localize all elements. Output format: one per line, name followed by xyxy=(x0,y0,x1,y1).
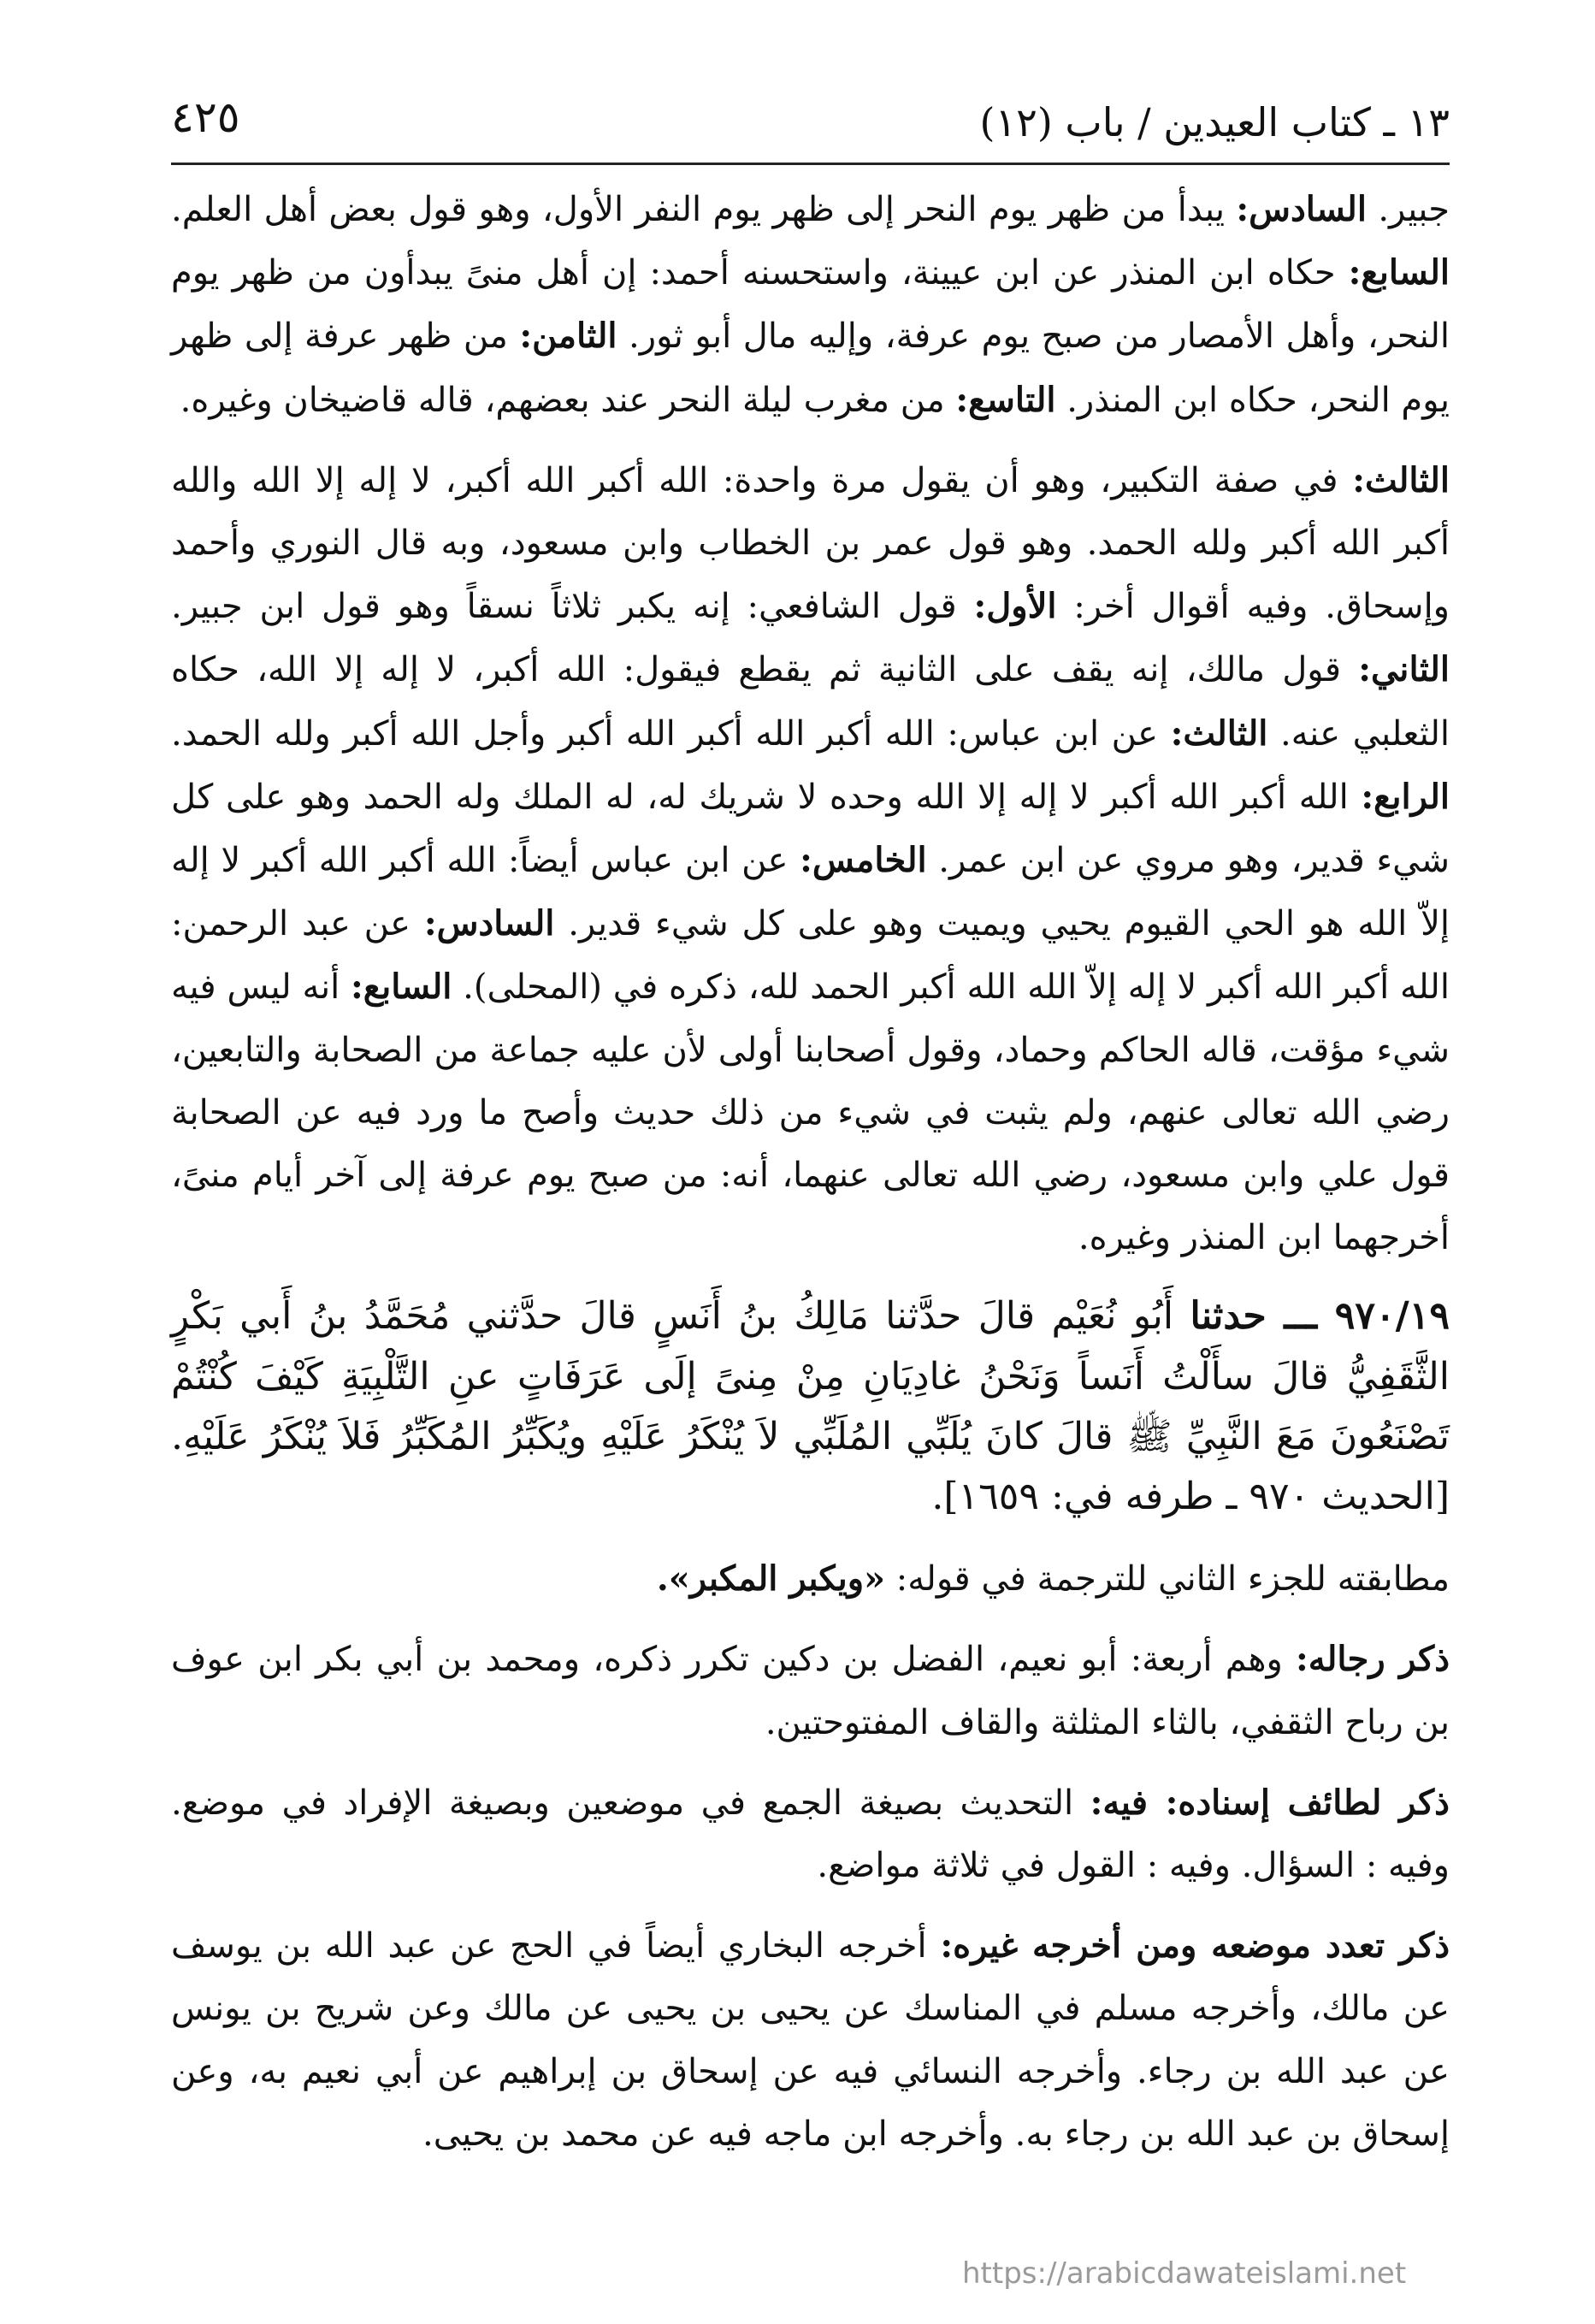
body-text: في صفة التكبير، وهو أن يقول مرة واحدة: الله أكبر الله أكبر، لا إله إلا الله والله أكبر الله أكبر ولله الحمد. وهو قول عمر بن الخطاب وابن مسعود، وبه قال النوري وأحمد وإسحاق. وفيه أقوال أخر: xyxy=(171,460,1450,627)
bold-heading-text: ٩٧٠/١٩ ـــ حدثنا xyxy=(1190,1294,1450,1339)
paragraph-commentary-1 xyxy=(171,178,1450,432)
bold-heading-text: ذكر تعدد موضعه ومن أخرجه غيره: xyxy=(940,1925,1450,1966)
body-text: أنه ليس فيه شيء مؤقت، قاله الحاكم وحماد، وقول أصحابنا أولى لأن عليه جماعة من الصحابة والتابعين، رضي الله تعالى عنهم، ولم يثبت في شيء من ذلك حديث وأصح ما ورد فيه عن الصحابة قول علي وابن مسعود، رضي الله تعالى عنهما، أنه: من صبح يوم عرفة إلى آخر أيام منىً، أخرجهما ابن المنذر وغيره. xyxy=(171,967,1450,1258)
bold-heading-text: ذكر رجاله: xyxy=(1296,1639,1450,1680)
body-text: أخرجه البخاري أيضاً في الحج عن عبد الله بن يوسف عن مالك، وأخرجه مسلم في المناسك عن يحيى بن يحيى عن مالك وعن شريح بن يونس عن عبد الله بن رجاء. وأخرجه النسائي فيه عن إسحاق بن إبراهيم عن أبي نعيم به، وعن إسحاق بن عبد الله بن رجاء به. وأخرجه ابن ماجه فيه عن محمد بن يحيى. xyxy=(171,1926,1450,2154)
paragraph-other-sources xyxy=(171,1914,1450,2166)
body-text: التحديث بصيغة الجمع في موضعين وبصيغة الإفراد في موضع. وفيه : السؤال. وفيه : القول في ثلاثة مواضع. xyxy=(171,1783,1450,1886)
bold-heading-text: الرابع: xyxy=(1361,776,1450,817)
body-text: حكاه ابن المنذر عن ابن عيينة، واستحسنه أحمد: إن أهل منىً يبدأون من ظهر يوم النحر، وأهل الأمصار من صبح يوم عرفة، وإليه مال أبو ثور. xyxy=(171,253,1450,357)
body-text: عن ابن عباس أيضاً: الله أكبر الله أكبر لا إله إلاّ الله هو الحي القيوم يحيي ويميت وهو على كل شيء قدير. xyxy=(171,841,1450,944)
body-text: وهم أربعة: أبو نعيم، الفضل بن دكين تكرر ذكره، ومحمد بن أبي بكر ابن عوف بن رباح الثقفي، بالثاء المثلثة والقاف المفتوحتين. xyxy=(171,1640,1450,1742)
watermark-url: https://arabicdawateislami.net xyxy=(962,2256,1407,2291)
page-number: ٤٢٥ xyxy=(171,92,240,142)
paragraph-narrators xyxy=(171,1628,1450,1753)
paragraph-correspondence xyxy=(171,1547,1450,1611)
bold-heading-text: التاسع: xyxy=(955,379,1056,420)
bold-heading-text: الثامن: xyxy=(519,316,617,357)
body-text: من ظهر عرفة إلى ظهر يوم النحر، حكاه ابن المنذر. xyxy=(171,316,1450,420)
bold-heading-text: الأول: xyxy=(973,586,1057,627)
bold-heading-text: الثالث: xyxy=(1352,459,1450,500)
body-text: الله أكبر الله أكبر لا إله إلا الله وحده لا شريك له، له الملك وله الحمد وهو على كل شيء قدير، وهو مروي عن ابن عمر. xyxy=(171,777,1450,881)
bold-heading-text: الثالث: xyxy=(1170,713,1268,754)
paragraph-isnad-subtleties xyxy=(171,1771,1450,1897)
body-text: عن ابن عباس: الله أكبر الله أكبر الله أكبر وأجل الله أكبر ولله الحمد. xyxy=(171,713,1171,754)
bold-heading-text: السادس: xyxy=(1236,189,1367,229)
body-text: مطابقته للجزء الثاني للترجمة في قوله: xyxy=(885,1559,1450,1600)
bold-heading-text: السابع: xyxy=(1348,252,1450,293)
page-header xyxy=(171,86,1450,165)
bold-heading-text: الخامس: xyxy=(800,840,927,881)
body-text: من مغرب ليلة النحر عند بعضهم، قاله قاضيخان وغيره. xyxy=(180,380,956,420)
body-text: يبدأ من ظهر يوم النحر إلى ظهر يوم النفر الأول، وهو قول بعض أهل العلم. xyxy=(171,190,1237,229)
bold-heading-text: ذكر لطائف إسناده: فيه: xyxy=(1090,1782,1450,1823)
page-body xyxy=(171,178,1450,2183)
bold-heading-text: الثاني: xyxy=(1358,649,1450,690)
running-title: ١٣ ـ كتاب العيدين / باب (١٢) xyxy=(979,99,1450,145)
bold-heading-text: السادس: xyxy=(423,903,555,944)
body-text: قول الشافعي: إنه يكبر ثلاثاً نسقاً وهو قول ابن جبير. xyxy=(171,587,974,627)
hadith-text xyxy=(171,1286,1450,1527)
body-text: أَبُو نُعَيْم قالَ حدَّثنا مَالِكُ بنُ أَنَسٍ قالَ حدَّثني مُحَمَّدُ بنُ أَبي بَكْرٍ الثَّقَفِيُّ قالَ سأَلْتُ أَنَساً وَنَحْنُ غادِيَانِ مِنْ مِنىً إلَى عَرَفَاتٍ عنِ التَّلْبِيَةِ كَيْفَ كُنْتُمْ تَصْنَعُونَ مَعَ النَّبِيِّ ﷺ قالَ كانَ يُلَبِّي المُلَبِّي لاَ يُنْكَرُ عَلَيْهِ ويُكَبِّرُ المُكَبِّرُ فَلاَ يُنْكَرُ عَلَيْهِ. [الحديث ٩٧٠ ـ طرفه في: ١٦٥٩]. xyxy=(171,1294,1450,1519)
bold-heading-text: السابع: xyxy=(351,967,452,1008)
paragraph-commentary-2 xyxy=(171,449,1450,1270)
bold-heading-text: «ويكبر المكبر». xyxy=(656,1558,886,1600)
body-text: قول مالك، إنه يقف على الثانية ثم يقطع فيقول: الله أكبر، لا إله إلا الله، حكاه الثعلبي عنه. xyxy=(171,650,1450,754)
body-text: جبير. xyxy=(1366,190,1450,229)
body-text: عن عبد الرحمن: الله أكبر الله أكبر لا إله إلاّ الله الله أكبر الحمد لله، ذكره في (المحلى). xyxy=(171,904,1450,1008)
